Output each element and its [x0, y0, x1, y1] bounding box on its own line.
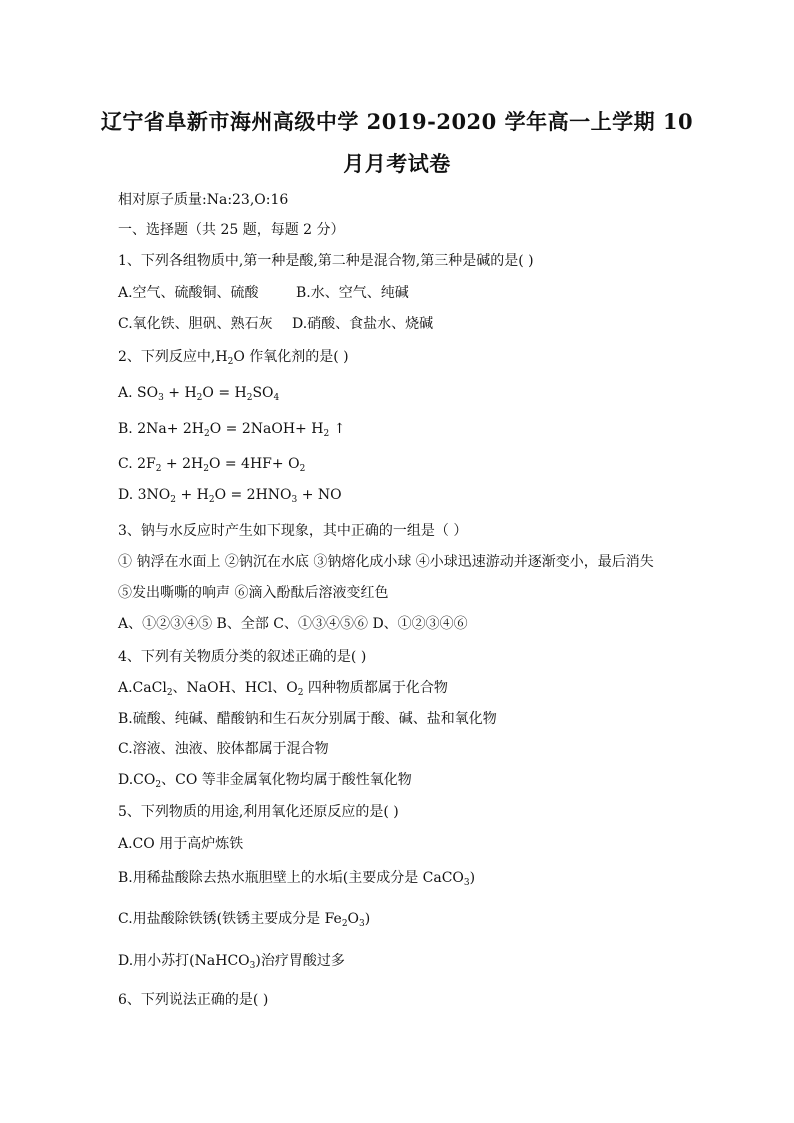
subscript: 2	[196, 393, 203, 403]
q1-option-c: C.氧化铁、胆矾、熟石灰	[118, 316, 273, 332]
formula-text: B.用稀盐酸除去热水瓶胆壁上的水垢(主要成分是 CaCO	[118, 870, 464, 886]
formula-text: O = 2HNO	[214, 487, 292, 503]
q2-option-c	[118, 456, 305, 472]
exam-title-line1: 辽宁省阜新市海州高级中学 2019-2020 学年高一上学期 10	[100, 109, 694, 134]
q5-option-c	[118, 908, 370, 928]
q1-options-ab	[118, 282, 409, 302]
subscript: 2	[297, 688, 304, 698]
q2-stem-text: 2、下列反应中,H	[118, 349, 228, 365]
formula-text: + 2H	[161, 456, 204, 472]
subscript: 2	[208, 495, 215, 505]
q3-phenomena-line1: ① 钠浮在水面上 ②钠沉在水底 ③钠熔化成小球 ④小球迅速游动并逐渐变小，最后消失	[118, 554, 654, 570]
formula-text: D. 3NO	[118, 487, 171, 503]
q1-options-cd	[118, 313, 434, 333]
formula-text: C.用盐酸除铁锈(铁锈主要成分是 Fe	[118, 911, 342, 927]
formula-text: O = 2NaOH+ H	[209, 421, 324, 437]
formula-text: A.CaCl	[118, 680, 167, 696]
q5-stem: 5、下列物质的用途,利用氧化还原反应的是( )	[118, 804, 399, 820]
formula-text: ↑	[329, 421, 346, 437]
q4-option-c: C.溶液、浊液、胶体都属于混合物	[118, 741, 329, 757]
subscript: 3	[249, 961, 256, 971]
subscript: 3	[291, 495, 298, 505]
formula-text: 四种物质都属于化合物	[303, 680, 448, 696]
formula-text: 、CO 等非金属氧化物均属于酸性氧化物	[161, 772, 412, 788]
formula-text: O = H	[202, 385, 247, 401]
formula-text: + H	[163, 385, 197, 401]
subscript: 2	[227, 357, 234, 367]
q1-stem: 1、下列各组物质中,第一种是酸,第二种是混合物,第三种是碱的是( )	[118, 253, 534, 269]
subscript: 3	[463, 878, 470, 888]
q1-option-d: D.硝酸、食盐水、烧碱	[292, 316, 434, 332]
q5-option-a: A.CO 用于高炉炼铁	[118, 836, 244, 852]
subscript: 2	[203, 464, 209, 474]
subscript: 2	[341, 919, 348, 929]
subscript: 2	[155, 780, 162, 790]
q2-stem-text: O 作氧化剂的是( )	[233, 349, 349, 365]
formula-text: )	[364, 911, 371, 927]
q1-option-a: A.空气、硫酸铜、硫酸	[118, 285, 259, 301]
formula-text: D.用小苏打(NaHCO	[118, 953, 250, 969]
q5-option-b	[118, 867, 475, 887]
subscript: 2	[204, 429, 210, 439]
subscript: 2	[155, 464, 162, 474]
formula-text: 、NaOH、HCl、O	[172, 680, 298, 696]
q3-phenomena-line2: ⑤发出嘶嘶的响声 ⑥滴入酚酞后溶液变红色	[118, 585, 389, 601]
exam-title-line2: 月月考试卷	[343, 151, 451, 176]
q1-option-b: B.水、空气、纯碱	[296, 285, 409, 301]
q5-option-d	[118, 950, 345, 970]
q2-option-d	[118, 487, 342, 503]
formula-text: + H	[176, 487, 209, 503]
formula-text: B. 2Na+ 2H	[118, 421, 204, 437]
formula-text: A. SO	[118, 385, 159, 401]
formula-text: SO	[252, 385, 274, 401]
formula-text: + NO	[297, 487, 342, 503]
subscript: 2	[246, 393, 253, 403]
section-heading: 一、选择题（共 25 题，每题 2 分）	[118, 222, 345, 238]
formula-text: )	[469, 870, 476, 886]
q2-option-b	[118, 421, 345, 437]
formula-text: O	[347, 911, 360, 927]
subscript: 4	[273, 393, 280, 403]
atomic-mass-note: 相对原子质量:Na:23,O:16	[118, 192, 289, 208]
subscript: 2	[170, 495, 176, 505]
subscript: 2	[323, 429, 330, 439]
q3-stem: 3、钠与水反应时产生如下现象，其中正确的一组是（ ）	[118, 523, 468, 539]
q2-option-a	[118, 385, 279, 401]
subscript: 3	[158, 393, 164, 403]
subscript: 2	[299, 464, 306, 474]
q3-options: A、①②③④⑤ B、全部 C、①③④⑤⑥ D、①②③④⑥	[118, 616, 468, 632]
subscript: 2	[166, 688, 173, 698]
q6-stem: 6、下列说法正确的是( )	[118, 992, 269, 1008]
q4-option-d	[118, 769, 412, 789]
q2-stem	[118, 346, 349, 366]
formula-text: C. 2F	[118, 456, 156, 472]
subscript: 3	[359, 919, 365, 929]
q4-option-b: B.硫酸、纯碱、醋酸钠和生石灰分别属于酸、碱、盐和氧化物	[118, 711, 497, 727]
formula-text: O = 4HF+ O	[208, 456, 300, 472]
formula-text: )治疗胃酸过多	[255, 953, 345, 969]
q4-option-a	[118, 677, 448, 697]
formula-text: D.CO	[118, 772, 156, 788]
q4-stem: 4、下列有关物质分类的叙述正确的是( )	[118, 649, 367, 665]
